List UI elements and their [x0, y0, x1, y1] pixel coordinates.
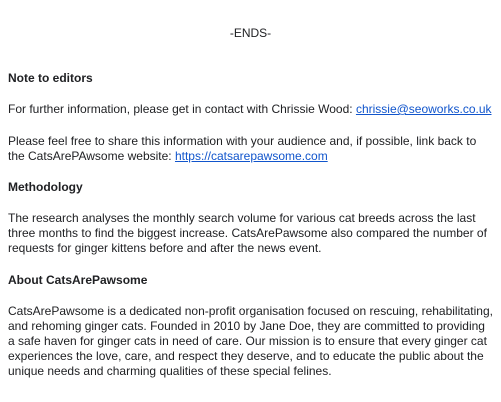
about-heading: About CatsArePawsome	[8, 273, 148, 287]
methodology-body: The research analyses the monthly search volume for various cat breeds across the last three months to find the biggest increase. CatsArePawsome also compared the number of requests for ginger kittens before and after the news event.	[8, 211, 487, 255]
note-to-editors-heading: Note to editors	[8, 71, 93, 85]
ends-marker: -ENDS-	[229, 26, 272, 40]
website-link[interactable]: https://catsarepawsome.com	[174, 149, 328, 163]
methodology-heading: Methodology	[8, 180, 83, 194]
about-body: CatsArePawsome is a dedicated non-profit organisation focused on rescuing, rehabilitating, and rehoming ginger cats. Founded in 2010 by Jane Doe, they are committed to providing a safe haven for ginger cats in need of care. Our mission is to ensure that every ginger cat experiences the love, care, and respect they deserve, and to educate the public about the unique needs and charming qualities of these special felines.	[8, 304, 493, 378]
contact-text: For further information, please get in contact with Chrissie Wood:	[8, 102, 356, 116]
contact-paragraph	[8, 102, 494, 117]
contact-email-link[interactable]: chrissie@seoworks.co.uk	[355, 102, 492, 116]
share-paragraph	[8, 134, 494, 164]
share-text: Please feel free to share this information with your audience and, if possible, link back to the CatsArePAwsome website:	[8, 134, 477, 163]
